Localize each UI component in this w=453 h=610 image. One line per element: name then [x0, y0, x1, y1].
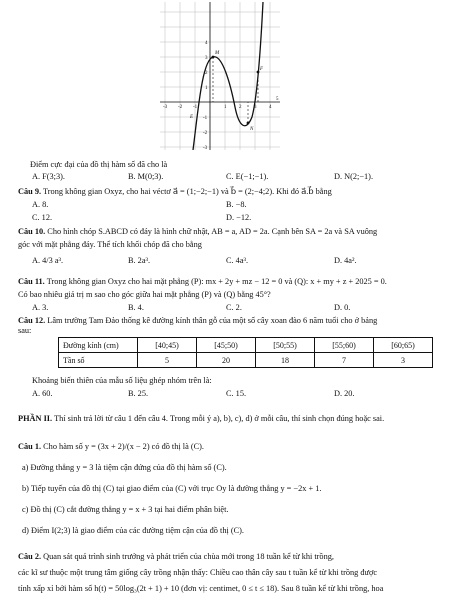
point-m [212, 56, 215, 59]
table-header-cell: Tần số [59, 353, 138, 368]
question-11 [18, 277, 387, 287]
option-c: C. 2. [226, 303, 242, 312]
y-tick: -2 [203, 131, 208, 136]
part-2-heading [18, 414, 384, 424]
option-d: D. 4a². [334, 256, 357, 265]
question-text: Cho hình chóp S.ABCD có đáy là hình chữ nhật, AB = a, AD = 2a. Cạnh bên SA = 2a và SA vuông [47, 227, 378, 236]
table-cell: [60;65) [374, 338, 433, 353]
table-cell: [45;50) [197, 338, 256, 353]
y-tick: 1 [205, 86, 208, 91]
x-tick: -1 [193, 105, 198, 110]
statement-a: a) Đường thẳng y = 3 là tiệm cận đứng của đồ thị hàm số (C). [22, 463, 227, 472]
question-label: Câu 12. [18, 316, 46, 325]
point-n [247, 122, 250, 125]
y-tick: 3 [205, 56, 208, 61]
x-tick: 2 [239, 105, 242, 110]
option-b: B. −8. [226, 200, 247, 209]
option-a: A. F(3;3). [32, 172, 65, 181]
question-text: tính xấp xỉ bởi hàm số h(t) = 50log₃(2t + 1) + 10 (đơn vị: centimet, 0 ≤ t ≤ 18). Sau 8 tuần kể từ khi trồng, hoa [18, 584, 384, 593]
y-tick: -1 [203, 116, 208, 121]
option-c: C. 12. [32, 213, 53, 222]
x-tick: 3 [254, 105, 257, 110]
x-tick: 1 [224, 105, 227, 110]
table-cell: 3 [374, 353, 433, 368]
part-title: PHẦN II. [18, 414, 53, 423]
table-cell: 5 [138, 353, 197, 368]
option-d: D. 0. [334, 303, 351, 312]
option-d: D. −12. [226, 213, 252, 222]
question-2 [18, 552, 334, 562]
function-graph [160, 2, 280, 150]
option-b: B. M(0;3). [128, 172, 164, 181]
point-f [257, 71, 260, 74]
question-text: sau: [18, 326, 32, 335]
option-c: C. 4a³. [226, 256, 249, 265]
option-d: D. N(2;−1). [334, 172, 374, 181]
x-tick: 4 [269, 105, 272, 110]
table-header-cell: Đường kính (cm) [59, 338, 138, 353]
option-c: C. E(−1;−1). [226, 172, 269, 181]
question-text: Khoảng biến thiên của mẫu số liệu ghép nhóm trên là: [32, 376, 212, 385]
question-stem: Điểm cực đại của đồ thị hàm số đã cho là [30, 160, 168, 169]
option-a: A. 60. [32, 389, 53, 398]
statement-d: d) Điểm I(2;3) là giao điểm của các đường tiệm cận của đồ thị (C). [22, 526, 244, 535]
option-a: A. 8. [32, 200, 49, 209]
option-d: D. 20. [334, 389, 355, 398]
question-text: Quan sát quá trình sinh trưởng và phát triển của chùa mới trong 18 tuần kể từ khi trồng, [43, 552, 334, 561]
question-label: Câu 11. [18, 277, 45, 286]
x-tick: 5 [276, 97, 279, 102]
statement-c: c) Đồ thị (C) cắt đường thẳng y = x + 3 tại hai điểm phân biệt. [22, 505, 229, 514]
question-1 [18, 442, 204, 452]
table-cell: 18 [256, 353, 315, 368]
option-a: A. 4/3 a³. [32, 256, 64, 265]
y-tick: -3 [203, 146, 208, 150]
point-label: F [260, 67, 264, 72]
option-a: A. 3. [32, 303, 49, 312]
statement-b: b) Tiếp tuyến của đồ thị (C) tại giao điểm của (C) với trục Oy là đường thẳng y = −2x + 1. [22, 484, 322, 493]
question-stem: Cho hàm số y = (3x + 2)/(x − 2) có đồ thị là (C). [43, 442, 204, 451]
point-label: E [190, 115, 194, 120]
table-cell: 20 [197, 353, 256, 368]
question-label: Câu 10. [18, 227, 46, 236]
point-label: M [215, 51, 220, 56]
y-tick: 2 [205, 71, 208, 76]
x-tick: -3 [163, 105, 168, 110]
table-cell: 7 [315, 353, 374, 368]
question-text: các kĩ sư thuộc một trung tâm giống cây trồng nhận thấy: Chiều cao thân cây sau t tuần kể từ khi trồng được [18, 568, 378, 577]
option-b: B. 4. [128, 303, 144, 312]
x-tick: -2 [178, 105, 183, 110]
question-12 [18, 316, 377, 326]
question-10 [18, 227, 377, 237]
question-stem: Trong không gian Oxyz, cho hai véctơ a⃗ = (1;−2;−1) và b⃗ = (2;−4;2). Khi đó a⃗.b⃗ bằng [43, 187, 332, 196]
option-c: C. 15. [226, 389, 247, 398]
question-label: Câu 2. [18, 552, 42, 561]
table-row [59, 353, 433, 368]
question-label: Câu 9. [18, 187, 42, 196]
table-cell: [55;60) [315, 338, 374, 353]
frequency-table [58, 337, 433, 368]
table-cell: [40;45) [138, 338, 197, 353]
option-b: B. 2a³. [128, 256, 151, 265]
question-label: Câu 1. [18, 442, 42, 451]
table-row [59, 338, 433, 353]
y-tick: 4 [205, 41, 208, 46]
option-b: B. 25. [128, 389, 149, 398]
part-instructions: Thí sinh trả lời từ câu 1 đến câu 4. Trong mỗi ý a), b), c), d) ở mỗi câu, thí sinh chọn đúng hoặc sai. [54, 414, 385, 423]
table-cell: [50;55) [256, 338, 315, 353]
point-label: N [250, 127, 254, 132]
question-text: Có bao nhiêu giá trị m sao cho góc giữa hai mặt phẳng (P) và (Q) bằng 45°? [18, 290, 271, 299]
question-text: Trong không gian Oxyz cho hai mặt phẳng (P): mx + 2y + mz − 12 = 0 và (Q): x + my + z + 2025 = 0. [46, 277, 387, 286]
question-text: Lâm trường Tam Đảo thống kê đường kính thân gỗ của một số cây xoan đào 6 năm tuổi cho ở bảng [47, 316, 378, 325]
question-text: góc với mặt phẳng đáy. Thể tích khối chóp đã cho bằng [18, 240, 202, 249]
question-9 [18, 187, 332, 197]
